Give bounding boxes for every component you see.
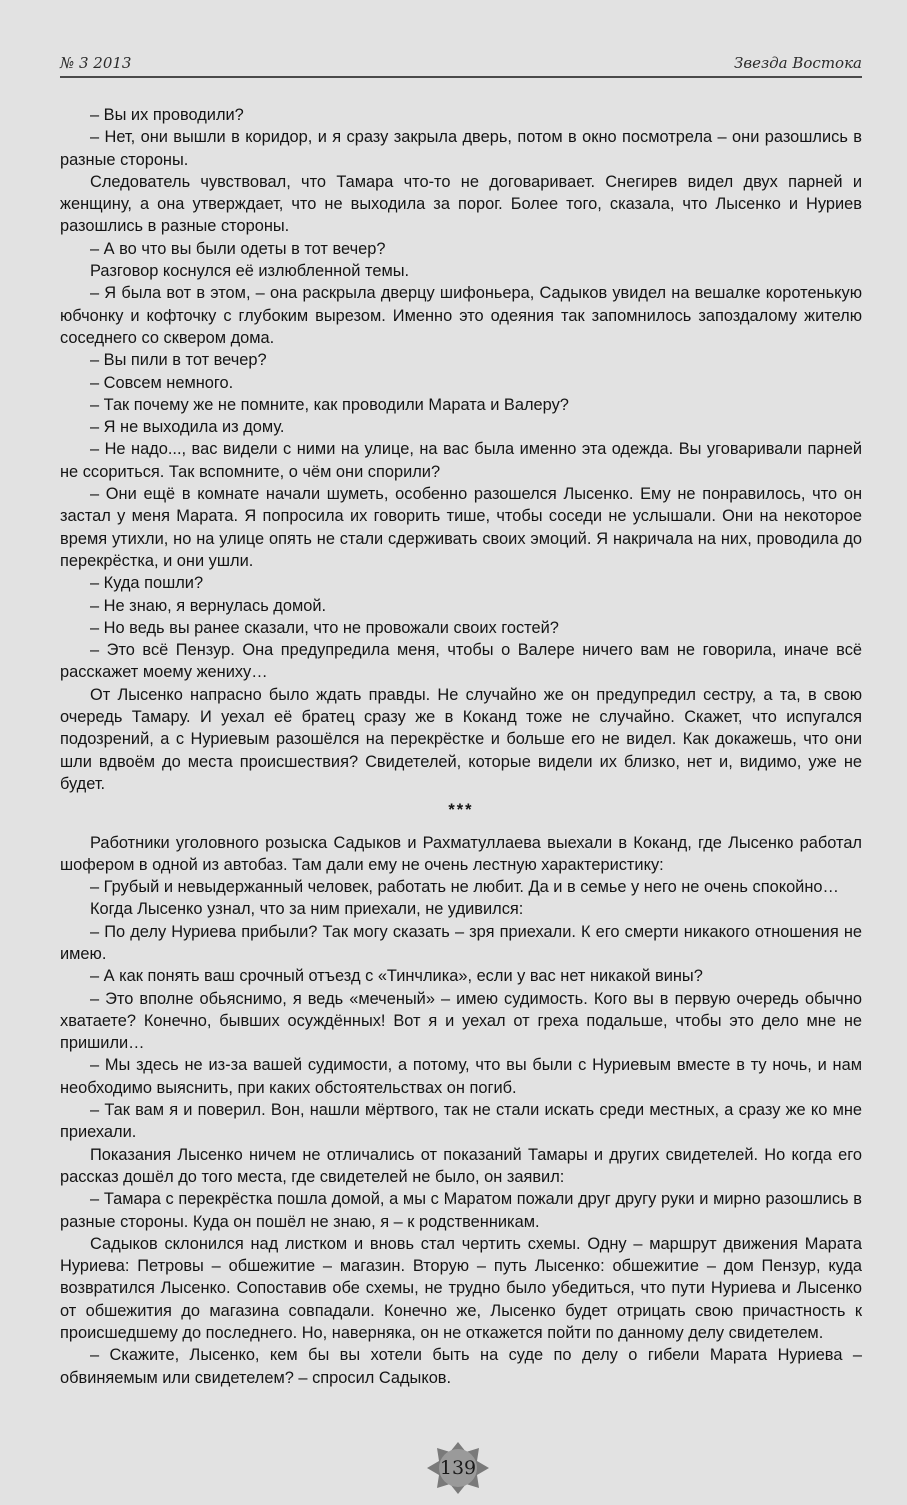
paragraph: – Совсем немного. — [90, 373, 234, 392]
paragraph: – Не надо..., вас видели с ними на улице, на вас была именно эта одежда. Вы уговаривали парней не ссориться. Так вспомните, о чём они спорили? — [60, 440, 862, 481]
paragraph: – По делу Нуриева прибыли? Так могу сказать – зря приехали. К его смерти никакого отношения не имею. — [60, 922, 862, 963]
paragraph: Когда Лысенко узнал, что за ним приехали, не удивился: — [90, 900, 524, 919]
paragraph: – Вы их проводили? — [90, 106, 244, 124]
paragraph: – Вы пили в тот вечер? — [90, 351, 267, 370]
paragraph: – Куда пошли? — [90, 574, 204, 593]
page-number-badge — [425, 1440, 491, 1496]
paragraph: Показания Лысенко ничем не отличались от показаний Тамары и других свидетелей. Но когда его рассказ дошёл до того места, где свидетелей не было, он заявил: — [60, 1145, 862, 1186]
article-body — [60, 104, 862, 1389]
paragraph: – Это вполне обьяснимо, я ведь «меченый» – имею судимость. Кого вы в первую очередь обычно хватаете? Конечно, бывших осуждённых! Вот я и уехал от греха подальше, чтобы это дело мне не пришили… — [60, 989, 862, 1053]
paragraph: – Нет, они вышли в коридор, и я сразу закрыла дверь, потом в окно посмотрела – они разошлись в разные стороны. — [60, 128, 862, 169]
page-number: 139 — [439, 1457, 477, 1479]
paragraph: От Лысенко напрасно было ждать правды. Не случайно же он предупредил сестру, а та, в свою очередь Тамару. И уехал её братец сразу же в Коканд тоже не случайно. Скажет, что испугался подозрений, а с Нуриевым разошёлся на перекрёстке и больше его не видел. Как докажешь, что они шли вдвоём до места происшествия? Свидетелей, которые видели их близко, нет и, видимо, уже не будет. — [60, 685, 862, 793]
paragraph: – Мы здесь не из-за вашей судимости, а потому, что вы были с Нуриевым вместе в ту ночь, и нам необходимо выяснить, при каких обстоятельствах он погиб. — [60, 1056, 862, 1097]
paragraph: – Не знаю, я вернулась домой. — [90, 596, 327, 615]
paragraph: Разговор коснулся её излюбленной темы. — [90, 262, 410, 281]
paragraph: – Они ещё в комнате начали шуметь, особенно разошелся Лысенко. Ему не понравилось, что он застал у меня Марата. Я попросила их говорить тише, чтобы соседи не услышали. Они на некоторое время утихли, но на улице опять не стали сдерживать своих эмоций. Я накричала на них, проводила до перекрёстка, и они ушли. — [60, 485, 862, 570]
paragraph: – А как понять ваш срочный отъезд с «Тинчлика», если у вас нет никакой вины? — [90, 967, 703, 986]
paragraph: – Я была вот в этом, – она раскрыла дверцу шифоньера, Садыков увидел на вешалке коротенькую юбчонку и кофточку с глубоким вырезом. Именно это одеяния так запомнилось запоздалому жителю соседнего со сквером дома. — [60, 284, 862, 347]
paragraph: Следователь чувствовал, что Тамара что-то не договаривает. Снегирев видел двух парней и женщину, а она утверждает, что не выходила за порог. Более того, сказала, что Лысенко и Нуриев разошлись в разные стороны. — [60, 172, 862, 236]
paragraph: – А во что вы были одеты в тот вечер? — [90, 239, 386, 258]
paragraph: – Это всё Пензур. Она предупредила меня, чтобы о Валере ничего вам не говорила, иначе всё расскажет моему жениху… — [60, 641, 862, 682]
paragraph: – Грубый и невыдержанный человек, работать не любит. Да и в семье у него не очень спокойно… — [90, 878, 839, 897]
paragraph: – Тамара с перекрёстка пошла домой, а мы с Маратом пожали друг другу руки и мирно разошлись в разные стороны. Куда он пошёл не знаю, я – к родственникам. — [60, 1190, 862, 1231]
paragraph: Работники уголовного розыска Садыков и Рахматуллаева выехали в Коканд, где Лысенко работал шофером в одной из автобаз. Там дали ему не очень лестную характеристику: — [60, 833, 862, 874]
section-separator: *** — [448, 801, 474, 820]
journal-title: Звезда Востока — [734, 54, 862, 72]
paragraph: – Так почему же не помните, как проводили Марата и Валеру? — [90, 395, 569, 414]
issue-label: № 3 2013 — [60, 54, 132, 72]
paragraph: – Скажите, Лысенко, кем бы вы хотели быть на суде по делу о гибели Марата Нуриева – обвиняемым или свидетелем? – спросил Садыков. — [60, 1346, 862, 1387]
paragraph: – Но ведь вы ранее сказали, что не провожали своих гостей? — [90, 618, 559, 637]
running-header — [60, 52, 862, 78]
paragraph: Садыков склонился над листком и вновь стал чертить схемы. Одну – маршрут движения Марата Нуриева: Петровы – обшежитие – магазин. Вторую – путь Лысенко: обшежитие – дом Пензур, куда возвратился Лысенко. Сопоставив обе схемы, не трудно было убедиться, что пути Нуриева и Лысенко от обшежития до магазина совпадали. Конечно же, Лысенко будет отрицать свою причастность к происшедшему до последнего. Но, наверняка, он не откажется пойти по данному делу свидетелем. — [60, 1234, 862, 1343]
paragraph: – Так вам я и поверил. Вон, нашли мёртвого, так не стали искать среди местных, а сразу же ко мне приехали. — [60, 1101, 862, 1142]
paragraph: – Я не выходила из дому. — [90, 418, 285, 437]
